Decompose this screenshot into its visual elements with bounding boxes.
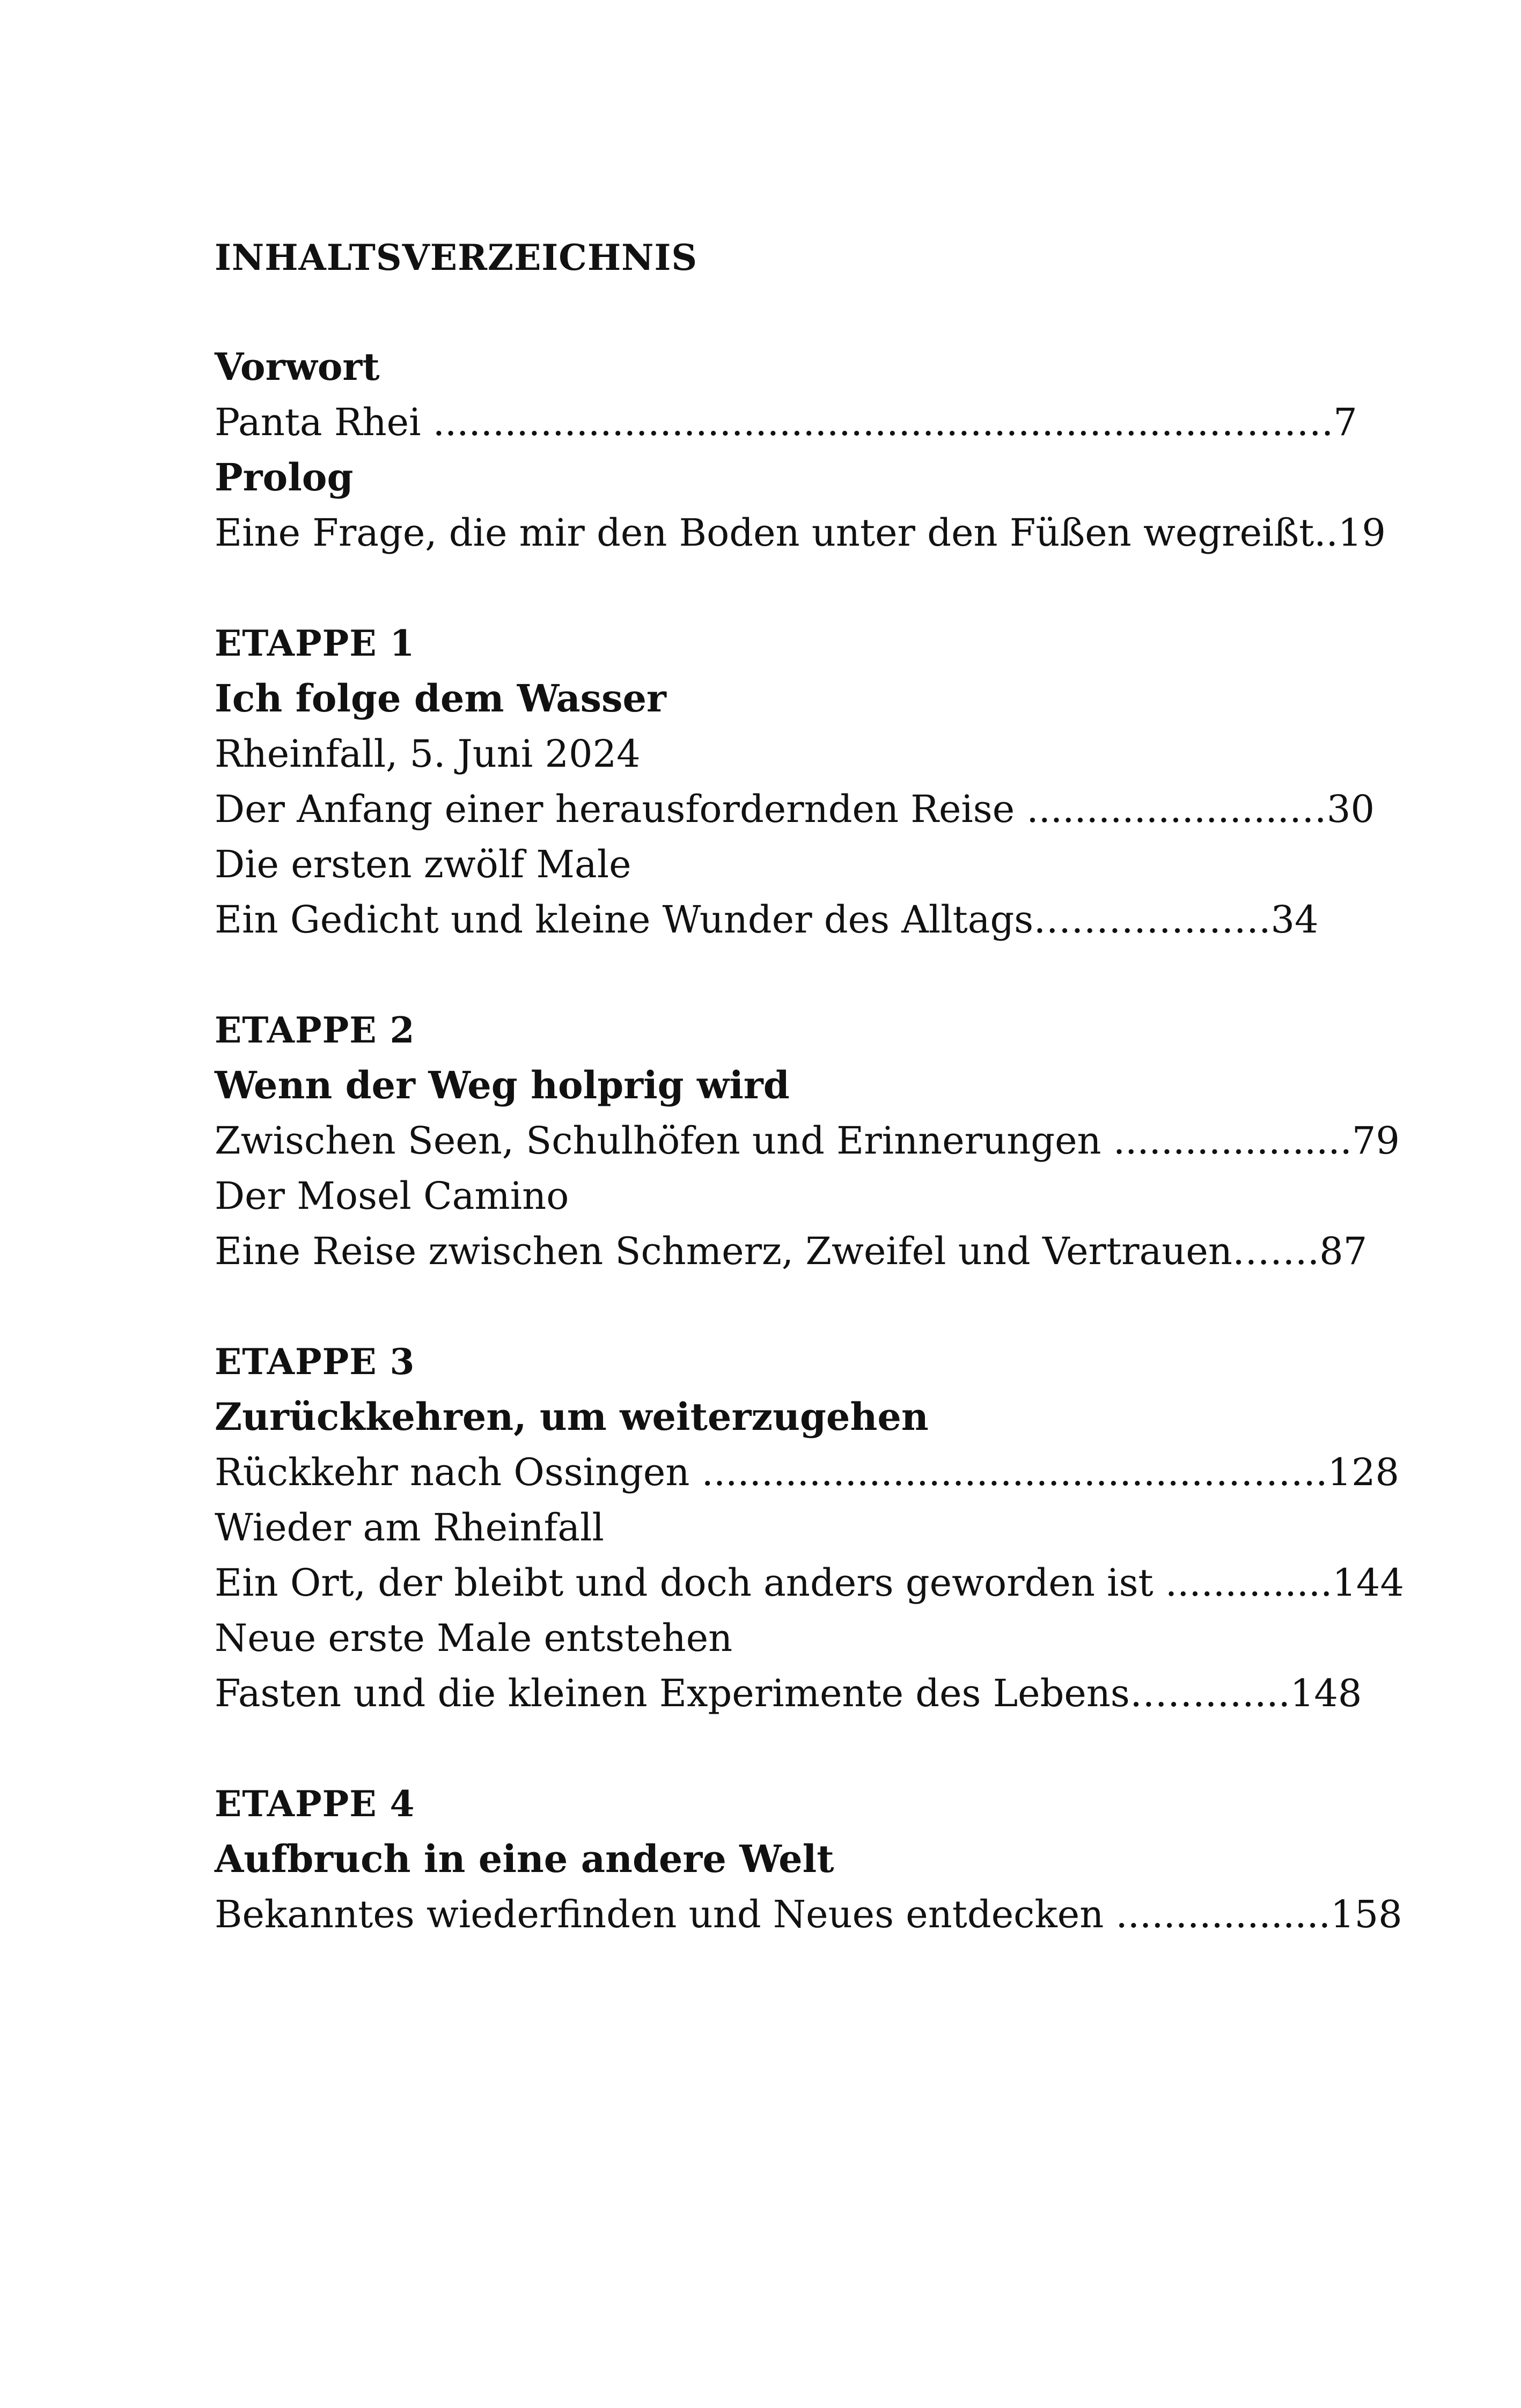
etappe-2-title: Wenn der Weg holprig wird [215, 1063, 790, 1107]
toc-entry-mosel-reise: Eine Reise zwischen Schmerz, Zweifel und Vertrauen…….87 [215, 1229, 1368, 1273]
toc-title: INHALTSVERZEICHNIS [215, 237, 698, 278]
prolog-heading: Prolog [215, 455, 354, 500]
etappe-3-subtitle-rheinfall: Wieder am Rheinfall [215, 1506, 604, 1550]
toc-entry-seen: Zwischen Seen, Schulhöfen und Erinnerungen ....................79 [215, 1119, 1400, 1163]
etappe-2-label: ETAPPE 2 [215, 1009, 415, 1051]
toc-entry-panta-rhei: Panta Rhei .................................................................……….7 [215, 400, 1357, 444]
toc-entry-prolog: Eine Frage, die mir den Boden unter den Füßen wegreißt..19 [215, 511, 1386, 555]
etappe-4-title: Aufbruch in eine andere Welt [215, 1837, 834, 1881]
etappe-1-subtitle-rheinfall: Rheinfall, 5. Juni 2024 [215, 732, 641, 776]
etappe-3-subtitle-erste-male: Neue erste Male entstehen [215, 1616, 733, 1660]
toc-entry-anfang: Der Anfang einer herausfordernden Reise ......................…30 [215, 787, 1375, 831]
toc-entry-ossingen: Rückkehr nach Ossingen ..........................................……….128 [215, 1450, 1400, 1494]
vorwort-heading: Vorwort [215, 344, 380, 389]
etappe-3-title: Zurückkehren, um weiterzugehen [215, 1394, 929, 1439]
etappe-3-label: ETAPPE 3 [215, 1341, 415, 1383]
etappe-1-subtitle-zwoelf-male: Die ersten zwölf Male [215, 842, 631, 886]
toc-entry-ort: Ein Ort, der bleibt und doch anders geworden ist ..............144 [215, 1561, 1404, 1605]
etappe-4-label: ETAPPE 4 [215, 1783, 415, 1825]
toc-entry-fasten: Fasten und die kleinen Experimente des Lebens…….…...148 [215, 1671, 1362, 1715]
toc-entry-gedicht: Ein Gedicht und kleine Wunder des Alltags……………….34 [215, 898, 1319, 942]
toc-entry-bekanntes: Bekanntes wiederfinden und Neues entdecken ..................158 [215, 1892, 1402, 1936]
etappe-1-label: ETAPPE 1 [215, 622, 415, 664]
etappe-2-subtitle-mosel: Der Mosel Camino [215, 1174, 569, 1218]
etappe-1-title: Ich folge dem Wasser [215, 676, 666, 721]
